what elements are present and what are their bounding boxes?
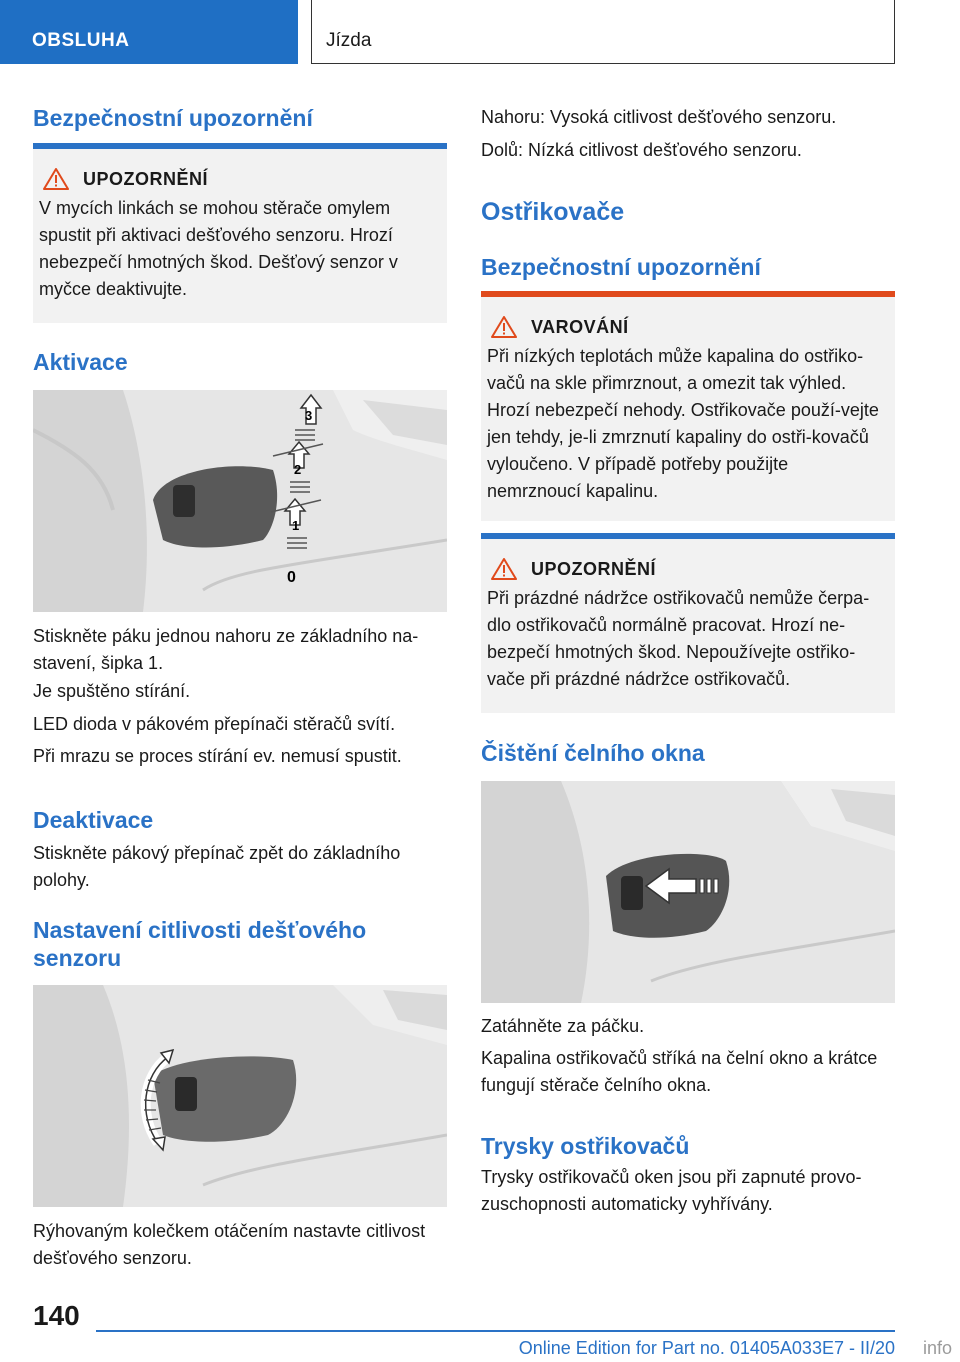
sensitivity-wheel-illustration bbox=[33, 985, 447, 1207]
figure-wiper-lever-positions bbox=[33, 390, 447, 612]
heading-safety-notices: Bezpečnostní upozornění bbox=[33, 105, 313, 131]
paragraph-frost-note: Při mrazu se proces stírání ev. nemusí spustit. bbox=[33, 746, 402, 766]
paragraph-deactivation: Stiskněte pákový přepínač zpět do základního polohy. bbox=[33, 843, 401, 890]
position-label-1: 1 bbox=[292, 518, 300, 533]
notice-box-rain-sensor bbox=[33, 143, 447, 323]
page-number: 140 bbox=[33, 1300, 80, 1331]
notice-box-empty-tank bbox=[481, 533, 895, 713]
paragraph-pull-lever: Zatáhněte za páčku. bbox=[481, 1016, 645, 1036]
paragraph-fluid-sprayed: Kapalina ostřikovačů stříká na čelní okno a krátce fungují stěrače čelního okna. bbox=[481, 1048, 878, 1095]
edition-note: Online Edition for Part no. 01405A033E7 - II/20 bbox=[518, 1338, 895, 1358]
paragraph-activation-step: Stiskněte páku jednou nahoru ze základního na-stavení, šipka 1. bbox=[33, 626, 419, 673]
warning-triangle-icon bbox=[43, 167, 69, 191]
position-label-2: 2 bbox=[294, 462, 302, 477]
heading-activation: Aktivace bbox=[33, 349, 128, 375]
paragraph-up-high-sensitivity: Nahoru: Vysoká citlivost dešťového senzoru. bbox=[481, 107, 837, 127]
heading-washer-nozzles: Trysky ostřikovačů bbox=[481, 1133, 690, 1159]
heading-washers: Ostřikovače bbox=[481, 198, 625, 226]
warning-triangle-icon bbox=[491, 557, 517, 581]
warning-title: VAROVÁNÍ bbox=[531, 316, 629, 337]
notice-title: UPOZORNĚNÍ bbox=[83, 168, 209, 189]
figure-sensitivity-wheel bbox=[33, 985, 447, 1207]
heading-washer-safety: Bezpečnostní upozornění bbox=[481, 254, 761, 280]
pull-lever-illustration bbox=[481, 781, 895, 1003]
watermark-text: info bbox=[922, 1338, 952, 1358]
heading-deactivation: Deaktivace bbox=[33, 807, 154, 833]
section-tab bbox=[0, 0, 298, 64]
paragraph-wheel-instruction: Rýhovaným kolečkem otáčením nastavte citlivost dešťového senzoru. bbox=[33, 1221, 426, 1268]
heading-windscreen-cleaning: Čištění čelního okna bbox=[481, 740, 705, 766]
position-label-0: 0 bbox=[287, 569, 296, 586]
notice-title: UPOZORNĚNÍ bbox=[531, 558, 657, 579]
figure-pull-lever bbox=[481, 781, 895, 1003]
notice-text: V mycích linkách se mohou stěrače omylem spustit při aktivaci dešťového senzoru. Hrozí nebezpečí hmotných škod. Dešťový senzor v myčce deaktivujte. bbox=[39, 198, 398, 299]
footer-divider bbox=[96, 1330, 895, 1332]
section-label: OBSLUHA bbox=[32, 30, 130, 51]
position-label-3: 3 bbox=[305, 408, 313, 423]
warning-box-frost bbox=[481, 291, 895, 521]
warning-triangle-icon bbox=[491, 315, 517, 339]
paragraph-heated-nozzles: Trysky ostřikovačů oken jsou při zapnuté provo-zuschopnosti automaticky vyhřívány. bbox=[481, 1167, 862, 1214]
heading-sensor-sensitivity: Nastavení citlivosti dešťového senzoru bbox=[33, 917, 367, 971]
chapter-tab bbox=[311, 0, 895, 64]
paragraph-wiping-started: Je spuštěno stírání. bbox=[33, 681, 191, 701]
paragraph-down-low-sensitivity: Dolů: Nízká citlivost dešťového senzoru. bbox=[481, 140, 802, 160]
warning-text: Při nízkých teplotách může kapalina do ostřiko-vačů na skle přimrznout, a omezit tak výhled. Hrozí nebezpečí nehody. Ostřikovače použí-vejte jen tehdy, je-li zmrznutí kapaliny do ostři-kovačů vyloučeno. V případě potřeby použijte nemrznoucí kapalinu. bbox=[487, 346, 879, 501]
notice-text: Při prázdné nádržce ostřikovačů nemůže čerpa-dlo ostřikovačů normálně pracovat. Hrozí ne-bezpečí hmotných škod. Nepoužívejte ostřiko-vače při prázdné nádržce ostřikovačů. bbox=[487, 588, 870, 689]
chapter-label: Jízda bbox=[326, 30, 372, 51]
wiper-lever-illustration bbox=[33, 390, 447, 612]
paragraph-led-indicator: LED dioda v pákovém přepínači stěračů svítí. bbox=[33, 714, 396, 734]
